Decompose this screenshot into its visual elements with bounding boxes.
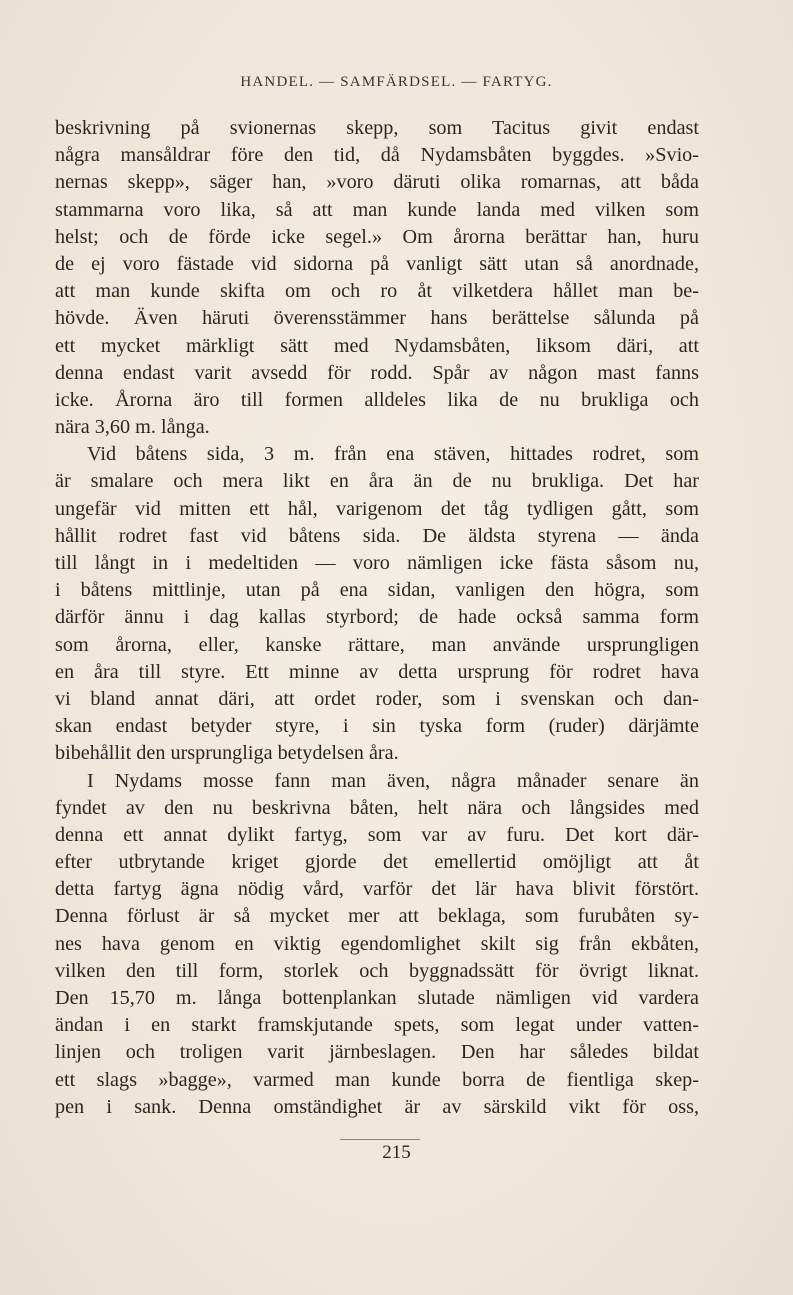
text-line: helst; och de förde icke segel.» Om årorna berättar han, huru: [55, 225, 699, 248]
text-line: att man kunde skifta om och ro åt vilketdera hållet man be-: [55, 280, 699, 303]
paragraph-3: [55, 768, 699, 1121]
text-line: hövde. Även häruti överensstämmer hans berättelse sålunda på: [55, 307, 699, 330]
paragraph-2: [55, 441, 699, 767]
text-line: skan endast betyder styre, i sin tyska form (ruder) därjämte: [55, 715, 699, 738]
body-text: [55, 115, 699, 1121]
text-line: ett slags »bagge», varmed man kunde borra de fientliga skep-: [55, 1068, 699, 1091]
text-line: Den 15,70 m. långa bottenplankan slutade nämligen vid vardera: [55, 987, 699, 1009]
text-line: som årorna, eller, kanske rättare, man använde ursprungligen: [55, 633, 699, 656]
running-head: HANDEL. — SAMFÄRDSEL. — FARTYG.: [240, 74, 553, 90]
text-line: ungefär vid mitten ett hål, varigenom det tåg tydligen gått, som: [55, 497, 699, 520]
page-number: 215: [382, 1142, 411, 1163]
text-line: I Nydams mosse fann man även, några månader senare än: [87, 769, 699, 792]
text-line: därför ännu i dag kallas styrbord; de hade också samma form: [55, 606, 699, 629]
text-line: nernas skepp», säger han, »voro däruti olika romarnas, att båda: [55, 171, 699, 194]
text-line: detta fartyg ägna nödig vård, varför det lär hava blivit förstört.: [55, 878, 699, 901]
text-line: denna ett annat dylikt fartyg, som var av furu. Det kort där-: [55, 823, 699, 846]
text-line: fyndet av den nu beskrivna båten, helt nära och långsides med: [55, 796, 699, 819]
text-line: hållit rodret fast vid båtens sida. De äldsta styrena — ända: [55, 524, 699, 547]
text-line: till långt in i medeltiden — voro nämligen icke fästa såsom nu,: [55, 552, 699, 574]
text-line: några mansåldrar före den tid, då Nydamsbåten byggdes. »Svio-: [55, 144, 699, 167]
text-line: linjen och troligen varit järnbeslagen. Den har således bildat: [55, 1041, 699, 1064]
text-line: icke. Årorna äro till formen alldeles lika de nu brukliga och: [55, 388, 699, 411]
text-line: en åra till styre. Ett minne av detta ursprung för rodret hava: [55, 660, 699, 683]
text-line: nära 3,60 m. långa.: [55, 416, 210, 439]
text-line: Denna förlust är så mycket mer att beklaga, som furubåten sy-: [55, 905, 699, 928]
text-line: ett mycket märkligt sätt med Nydamsbåten, liksom däri, att: [55, 334, 699, 357]
footer-rule: [340, 1139, 420, 1140]
text-line: nes hava genom en viktig egendomlighet skilt sig från ekbåten,: [55, 932, 699, 955]
text-line: beskrivning på svionernas skepp, som Tacitus givit endast: [55, 117, 699, 139]
text-line: efter utbrytande kriget gjorde det emellertid omöjligt att åt: [55, 851, 699, 874]
text-line: vilken den till form, storlek och byggnadssätt för övrigt liknat.: [55, 959, 699, 982]
text-line: stammarna voro lika, så att man kunde landa med vilken som: [55, 198, 699, 221]
text-line: Vid båtens sida, 3 m. från ena stäven, hittades rodret, som: [87, 443, 699, 466]
paragraph-1: [55, 115, 699, 441]
text-line: bibehållit den ursprungliga betydelsen åra.: [55, 742, 399, 765]
text-line: vi bland annat däri, att ordet roder, som i svenskan och dan-: [55, 687, 699, 710]
text-line: är smalare och mera likt en åra än de nu brukliga. Det har: [55, 470, 699, 493]
text-line: denna endast varit avsedd för rodd. Spår av någon mast fanns: [55, 361, 699, 384]
text-line: pen i sank. Denna omständighet är av särskild vikt för oss,: [55, 1095, 699, 1118]
text-line: ändan i en starkt framskjutande spets, som legat under vatten-: [55, 1014, 699, 1037]
text-line: de ej voro fästade vid sidorna på vanligt sätt utan så anordnade,: [55, 252, 699, 275]
text-line: i båtens mittlinje, utan på ena sidan, vanligen den högra, som: [55, 579, 699, 602]
